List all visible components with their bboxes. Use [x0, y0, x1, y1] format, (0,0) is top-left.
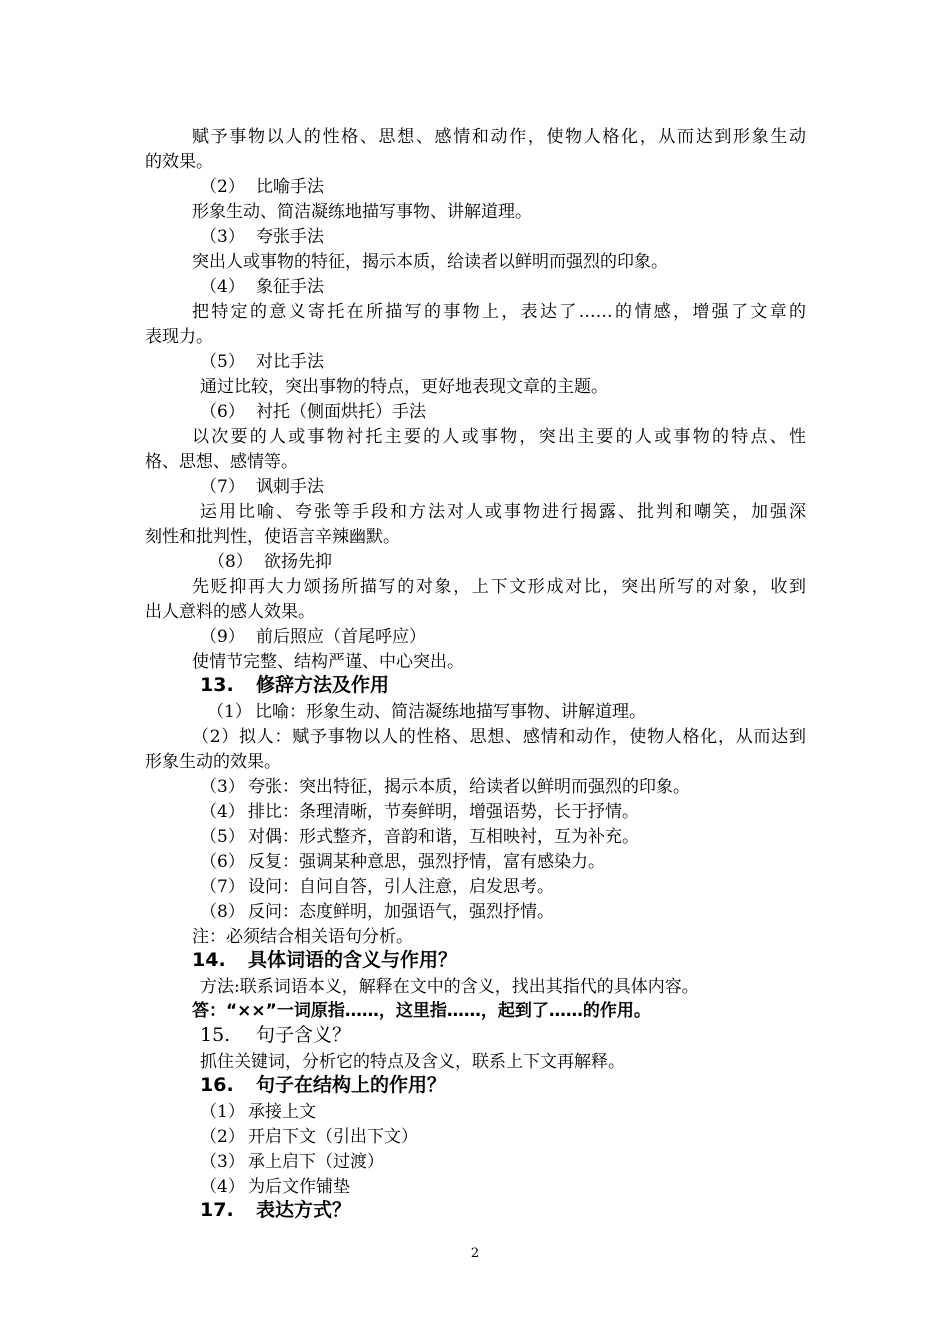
heading-text: 修辞方法及作用: [256, 674, 390, 696]
item-number: （9）: [200, 627, 245, 647]
list-item: [200, 876, 554, 898]
item-number: （3）: [200, 227, 245, 247]
paragraph-line: 形象生动的效果。: [145, 752, 281, 772]
heading-number: 15.: [200, 1024, 231, 1046]
list-item: [200, 826, 639, 848]
item-title: 讽刺手法: [256, 477, 324, 497]
item-title: 夸张手法: [256, 227, 324, 247]
list-item: [200, 401, 426, 423]
item-number: （6）: [200, 852, 245, 872]
list-item: [200, 776, 690, 798]
item-text: 承接上文: [248, 1102, 316, 1122]
list-item: [200, 176, 324, 198]
item-number: （1）: [200, 1102, 245, 1122]
item-number: （2）: [200, 1127, 245, 1147]
heading-number: 13.: [200, 674, 234, 696]
item-number: （3）: [200, 1152, 245, 1172]
item-number: （4）: [200, 802, 245, 822]
item-text: 承上启下（过渡）: [248, 1152, 384, 1172]
item-number: （3）: [200, 777, 245, 797]
item-title: 欲扬先抑: [264, 552, 332, 572]
item-number: （7）: [200, 877, 245, 897]
heading-number: 16.: [200, 1074, 234, 1096]
section-heading: [200, 1023, 351, 1047]
list-item: [200, 1126, 418, 1148]
paragraph-line: 使情节完整、结构严谨、中心突出。: [192, 652, 464, 672]
heading-number: 14.: [192, 949, 226, 971]
paragraph-line: 赋予事物以人的性格、思想、感情和动作，使物人格化，从而达到形象生动: [192, 127, 806, 147]
item-number: （6）: [200, 402, 245, 422]
list-item: [200, 351, 324, 373]
list-item: [200, 276, 324, 298]
paragraph-line: 先贬抑再大力颂扬所描写的对象，上下文形成对比，突出所写的对象，收到: [192, 577, 806, 597]
item-title: 前后照应（首尾呼应）: [256, 627, 426, 647]
paragraph-line: 抓住关键词，分析它的特点及含义，联系上下文再解释。: [200, 1052, 625, 1072]
list-item: [200, 626, 426, 648]
item-text: 对偶：形式整齐，音韵和谐，互相映衬，互为补充。: [248, 827, 639, 847]
item-title: 衬托（侧面烘托）手法: [256, 402, 426, 422]
answer-line: 答：“××”一词原指……，这里指……，起到了……的作用。: [192, 1001, 651, 1021]
item-number: （7）: [200, 477, 245, 497]
item-number: （5）: [200, 352, 245, 372]
section-heading: [192, 948, 457, 972]
item-number: （4）: [200, 277, 245, 297]
heading-text: 表达方式？: [256, 1199, 352, 1221]
item-text: 夸张：突出特征，揭示本质，给读者以鲜明而强烈的印象。: [248, 777, 690, 797]
item-text: 比喻：形象生动、简洁凝练地描写事物、讲解道理。: [255, 702, 646, 722]
heading-text: 句子含义？: [256, 1024, 352, 1046]
item-number: （4）: [200, 1177, 245, 1197]
item-number: （2）: [200, 177, 245, 197]
item-title: 对比手法: [256, 352, 324, 372]
page-number: 2: [470, 1246, 480, 1261]
paragraph-line: 以次要的人或事物衬托主要的人或事物，突出主要的人或事物的特点、性: [192, 427, 806, 447]
list-item: [200, 851, 605, 873]
list-item: [200, 1151, 384, 1173]
heading-text: 具体词语的含义与作用？: [248, 949, 458, 971]
note-line: 注：必须结合相关语句分析。: [192, 927, 413, 947]
paragraph-line: 刻性和批判性，使语言辛辣幽默。: [145, 527, 400, 547]
item-text: 开启下文（引出下文）: [248, 1127, 418, 1147]
section-heading: [200, 673, 389, 697]
paragraph-line: 出人意料的感人效果。: [145, 602, 315, 622]
method-line: 方法:联系词语本义，解释在文中的含义，找出其指代的具体内容。: [200, 977, 699, 997]
list-item: [200, 801, 639, 823]
item-number: （5）: [200, 827, 245, 847]
paragraph-line: 通过比较，突出事物的特点，更好地表现文章的主题。: [200, 377, 608, 397]
item-text: 为后文作铺垫: [248, 1177, 350, 1197]
paragraph-line: 突出人或事物的特征，揭示本质，给读者以鲜明而强烈的印象。: [192, 252, 668, 272]
list-item: [200, 476, 324, 498]
paragraph-line: 表现力。: [145, 327, 213, 347]
item-text: 反复：强调某种意思，强烈抒情，富有感染力。: [248, 852, 605, 872]
heading-number: 17.: [200, 1199, 234, 1221]
item-number: （1）: [207, 702, 252, 722]
item-text: 反问：态度鲜明，加强语气，强烈抒情。: [248, 902, 554, 922]
list-item: [200, 226, 324, 248]
item-number: （8）: [200, 902, 245, 922]
list-item: [200, 1101, 316, 1123]
item-title: 比喻手法: [256, 177, 324, 197]
paragraph-line: （2）拟人：赋予事物以人的性格、思想、感情和动作，使物人格化，从而达到: [192, 727, 806, 747]
item-text: 设问：自问自答，引人注意，启发思考。: [248, 877, 554, 897]
section-heading: [200, 1198, 351, 1222]
paragraph-line: 运用比喻、夸张等手段和方法对人或事物进行揭露、批判和嘲笑，加强深: [200, 502, 806, 522]
section-heading: [200, 1073, 446, 1097]
list-item: [200, 1176, 350, 1198]
item-text: 排比：条理清晰，节奏鲜明，增强语势，长于抒情。: [248, 802, 639, 822]
item-title: 象征手法: [256, 277, 324, 297]
list-item: [207, 701, 646, 723]
list-item: [200, 901, 554, 923]
item-number: （8）: [208, 552, 253, 572]
list-item: [208, 551, 332, 573]
heading-text: 句子在结构上的作用？: [256, 1074, 447, 1096]
paragraph-line: 的效果。: [145, 152, 213, 172]
paragraph-line: 把特定的意义寄托在所描写的事物上，表达了……的情感，增强了文章的: [192, 302, 806, 322]
paragraph-line: 形象生动、简洁凝练地描写事物、讲解道理。: [192, 202, 532, 222]
paragraph-line: 格、思想、感情等。: [145, 452, 298, 472]
